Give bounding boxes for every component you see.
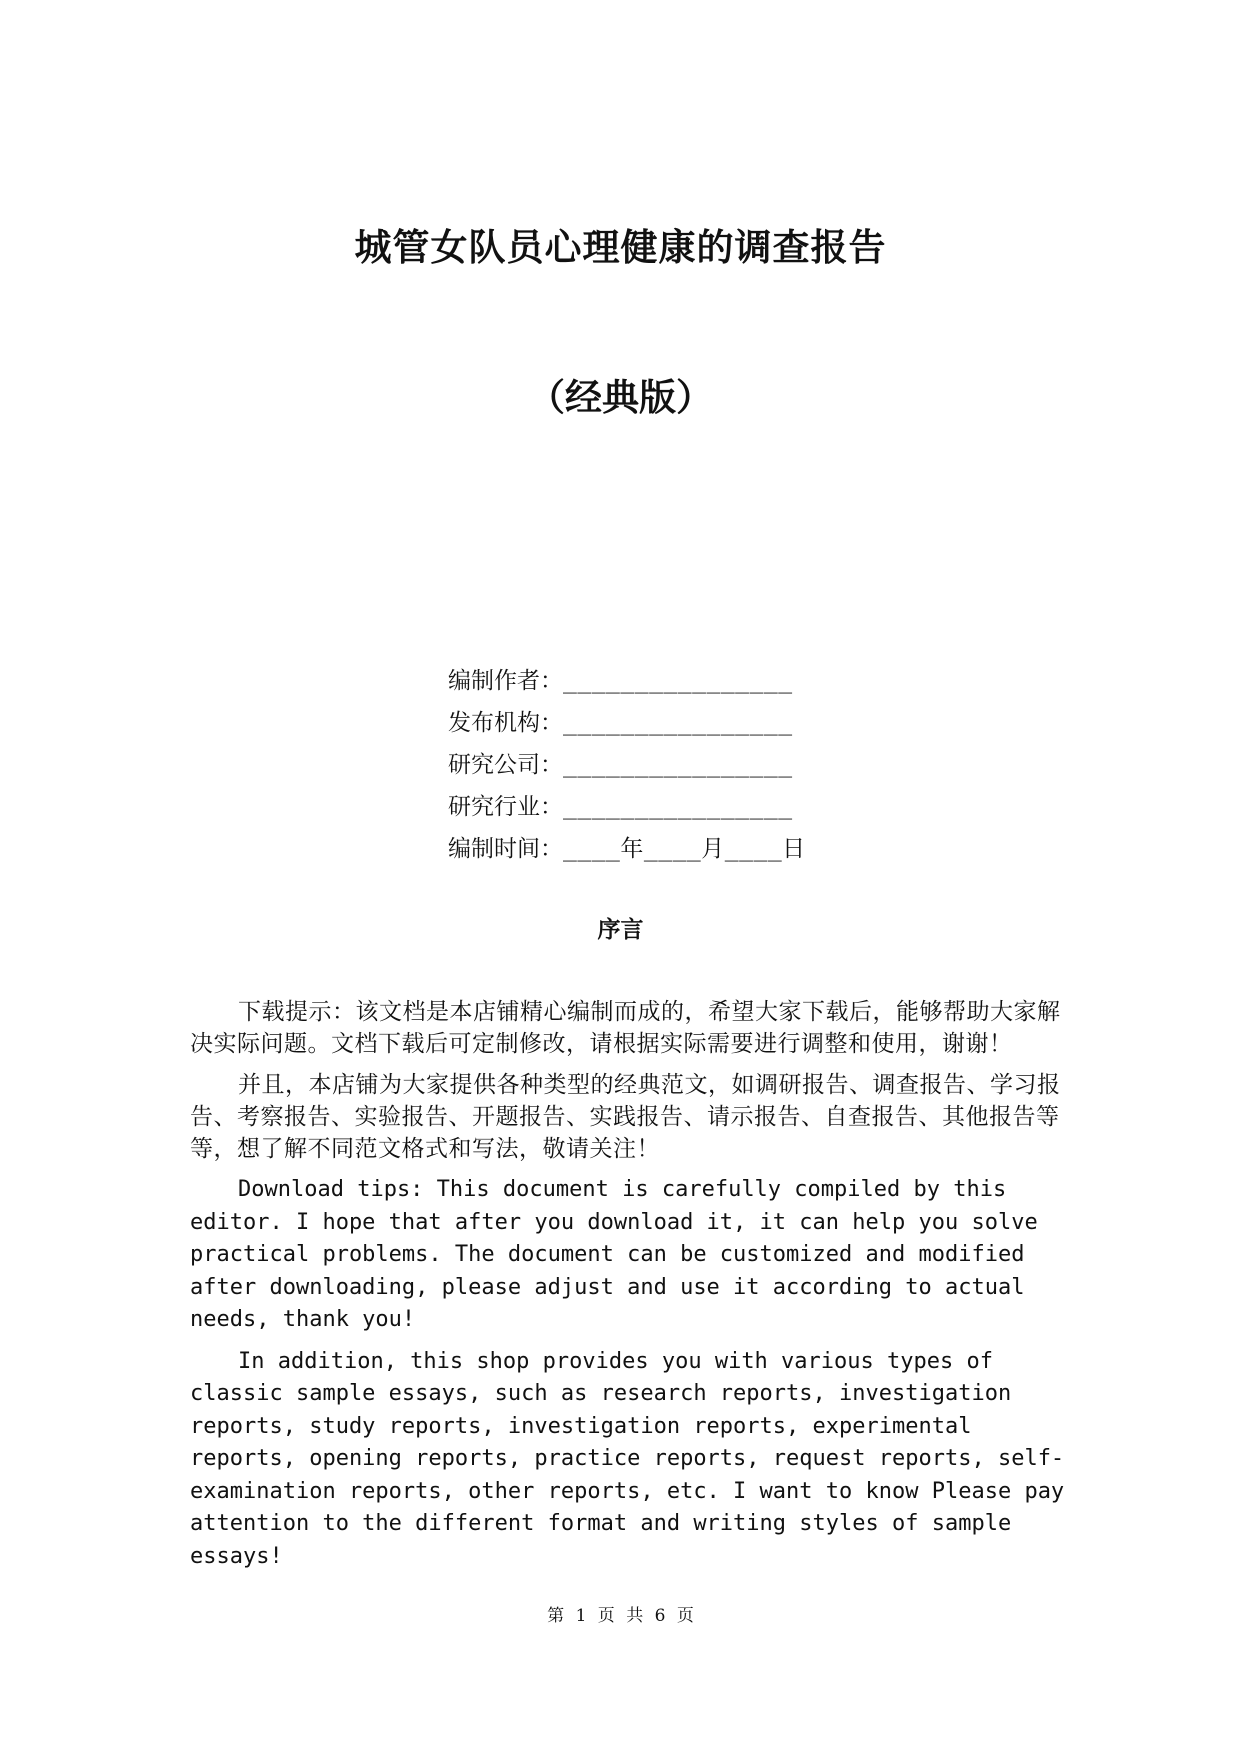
page-footer: 第 1 页 共 6 页 — [547, 1606, 694, 1626]
paragraph-shop-info-en: In addition, this shop provides you with various types of classic sample essays, such as research reports, investigation reports, study reports, investigation reports, experimental reports, opening reports, practice reports, request reports, self-examination reports, other reports, etc. I want to know Please pay attention to the different format and writing styles of sample essays! — [190, 1348, 1065, 1569]
preface-heading: 序言 — [597, 916, 644, 943]
meta-row-author — [448, 660, 806, 702]
meta-label: 发布机构 — [448, 710, 540, 736]
meta-row-date — [448, 828, 806, 870]
meta-blank: ____年____月____日 — [563, 836, 806, 862]
meta-separator: ： — [540, 668, 563, 694]
meta-row-industry — [448, 786, 806, 828]
paragraph-download-tip-cn: 下载提示：该文档是本店铺精心编制而成的，希望大家下载后，能够帮助大家解决实际问题。文档下载后可定制修改，请根据实际需要进行调整和使用，谢谢！ — [190, 999, 1061, 1057]
meta-blank: ________________ — [563, 752, 793, 778]
paragraph-shop-info-cn: 并且，本店铺为大家提供各种类型的经典范文，如调研报告、调查报告、学习报告、考察报告、实验报告、开题报告、实践报告、请示报告、自查报告、其他报告等等，想了解不同范文格式和写法，敬请关注！ — [190, 1072, 1061, 1162]
meta-label: 研究公司 — [448, 752, 540, 778]
meta-row-publisher — [448, 702, 806, 744]
meta-separator: ： — [540, 836, 563, 862]
meta-blank: ________________ — [563, 794, 793, 820]
meta-separator: ： — [540, 752, 563, 778]
meta-row-company — [448, 744, 806, 786]
metadata-block — [448, 660, 806, 870]
meta-blank: ________________ — [563, 668, 793, 694]
document-subtitle: （经典版） — [528, 375, 713, 419]
meta-separator: ： — [540, 794, 563, 820]
meta-separator: ： — [540, 710, 563, 736]
paragraph-download-tip-en: Download tips: This document is carefully compiled by this editor. I hope that after you download it, it can help you solve practical problems. The document can be customized and modified after downloading, please adjust and use it according to actual needs, thank you! — [190, 1177, 1038, 1332]
document-title: 城管女队员心理健康的调查报告 — [354, 225, 887, 269]
preface-body — [190, 996, 1065, 1582]
meta-label: 编制时间 — [448, 836, 540, 862]
meta-label: 研究行业 — [448, 794, 540, 820]
meta-blank: ________________ — [563, 710, 793, 736]
meta-label: 编制作者 — [448, 668, 540, 694]
